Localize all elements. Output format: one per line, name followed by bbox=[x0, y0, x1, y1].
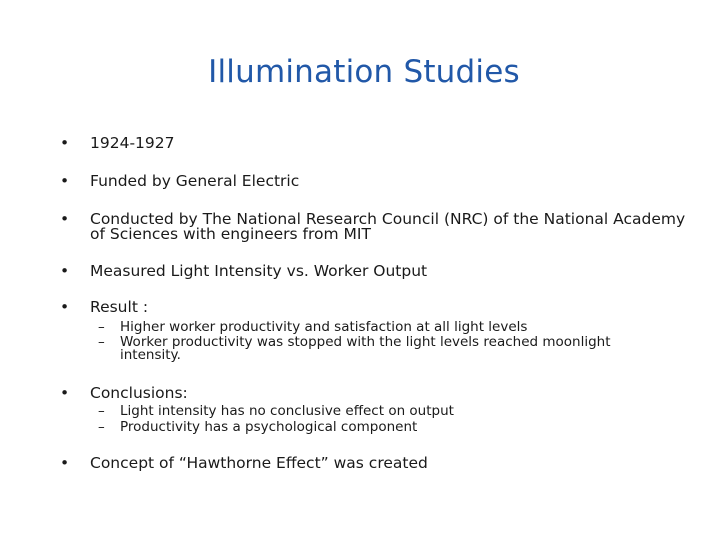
bullet-text: Conclusions: bbox=[90, 384, 188, 402]
bullet-dot: • bbox=[60, 134, 70, 152]
sub-bullet-text-line-2: intensity. bbox=[120, 347, 181, 363]
bullet-text: 1924-1927 bbox=[90, 134, 175, 152]
bullet-dot: • bbox=[60, 262, 70, 280]
bullet-dot: • bbox=[60, 454, 70, 472]
bullet-text: Concept of “Hawthorne Effect” was created bbox=[90, 454, 428, 472]
bullet-text: Funded by General Electric bbox=[90, 172, 300, 190]
sub-bullet-dash: – bbox=[98, 419, 105, 435]
sub-bullet-text: Higher worker productivity and satisfaction at all light levels bbox=[120, 319, 528, 335]
bullet-text-line-1: Conducted by The National Research Council (NRC) of the National Academy bbox=[90, 210, 686, 228]
sub-bullet-text: Productivity has a psychological component bbox=[120, 419, 418, 435]
bullet-text: Measured Light Intensity vs. Worker Output bbox=[90, 262, 428, 280]
bullet-text: Result : bbox=[90, 298, 149, 316]
sub-bullet-dash: – bbox=[98, 334, 105, 350]
sub-bullet-text-line-1: Worker productivity was stopped with the light levels reached moonlight bbox=[120, 334, 611, 350]
sub-bullet-dash: – bbox=[98, 319, 105, 335]
bullet-text-line-2: of Sciences with engineers from MIT bbox=[90, 225, 371, 243]
sub-bullet-dash: – bbox=[98, 403, 105, 419]
bullet-dot: • bbox=[60, 298, 70, 316]
slide-title: Illumination Studies bbox=[208, 54, 520, 90]
bullet-dot: • bbox=[60, 172, 70, 190]
sub-bullet-text: Light intensity has no conclusive effect on output bbox=[120, 403, 454, 419]
bullet-dot: • bbox=[60, 210, 70, 228]
bullet-dot: • bbox=[60, 384, 70, 402]
